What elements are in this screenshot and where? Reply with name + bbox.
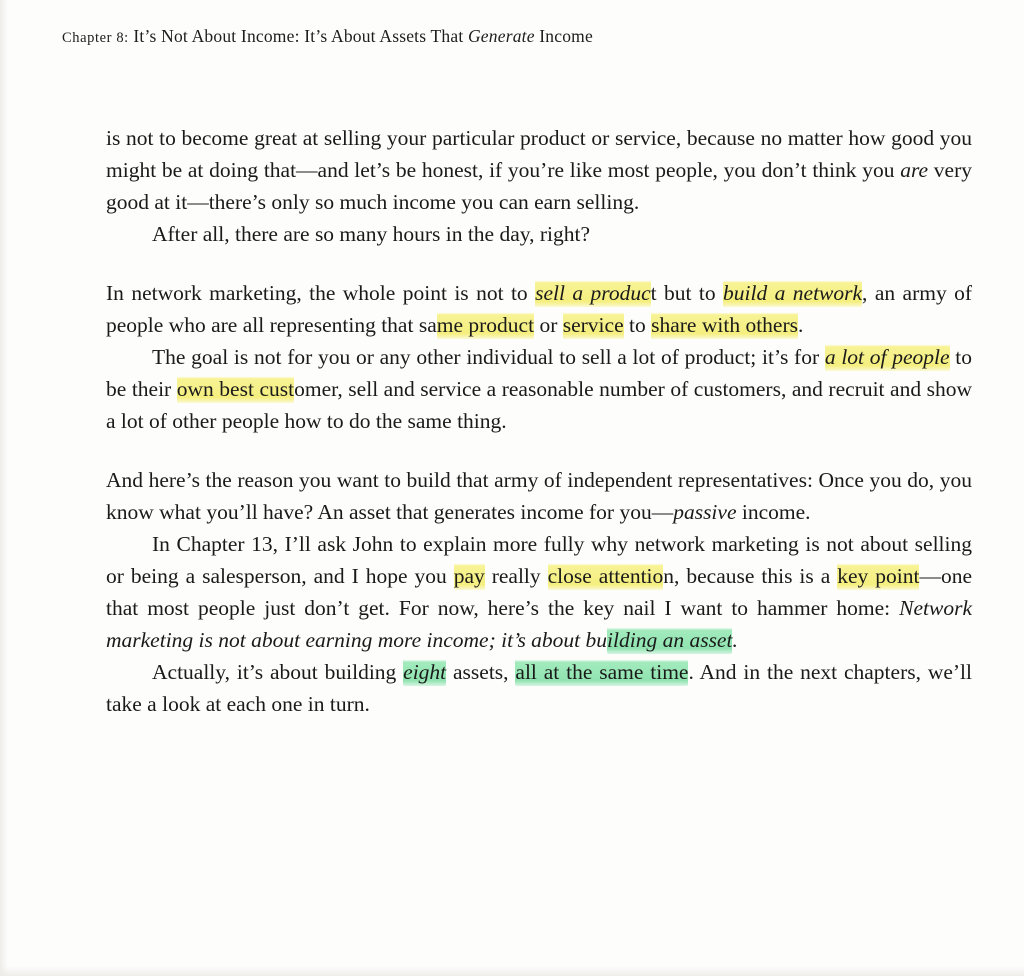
p3-hl-italic1: sell a produc xyxy=(535,281,651,305)
paragraph-4 xyxy=(106,341,972,437)
paragraph-3 xyxy=(106,277,972,341)
p3-seg3: , an army of people who are all representing that sa xyxy=(106,281,973,337)
highlight-building-an-asset xyxy=(607,627,732,654)
p7-hl-italic-green1: eight xyxy=(403,660,447,684)
running-head-chapter-label: Chapter 8: xyxy=(62,30,129,46)
highlight-me-product: me product xyxy=(436,313,535,337)
p6-seg3: n, because this is a xyxy=(663,564,838,588)
p5-seg1: And here’s the reason you want to build that army of independent representatives: Once you do, you know what you’ll have? An asset that generates income for you— xyxy=(106,468,972,524)
p4-seg3: omer, sell and service a reasonable number of customers, and recruit and show a lot of other people how to do the same thing. xyxy=(106,377,972,433)
p3-seg5: to xyxy=(623,313,652,337)
p4-hl-italic1: a lot of people xyxy=(824,345,950,369)
paragraph-2 xyxy=(106,218,972,250)
p2-text: After all, there are so many hours in the day, right? xyxy=(152,222,591,246)
body-text xyxy=(106,122,972,720)
running-head-title-part2: Income xyxy=(534,26,593,46)
p7-seg2: assets, xyxy=(446,660,516,684)
running-head xyxy=(62,26,593,47)
p6-seg2: really xyxy=(484,564,548,588)
scan-edge-left xyxy=(0,0,8,976)
p5-seg2: income. xyxy=(736,500,811,524)
highlight-close-attention: close attentio xyxy=(547,564,664,588)
highlight-service: service xyxy=(562,313,624,337)
highlight-pay: pay xyxy=(453,564,485,588)
p3-hl-italic2: build a network xyxy=(723,281,863,305)
highlight-build-a-network xyxy=(723,280,862,307)
paragraph-6 xyxy=(106,528,972,656)
highlight-own-best-customer: own best cust xyxy=(176,377,295,401)
p4-seg1: The goal is not for you or any other individual to sell a lot of product; it’s for xyxy=(152,345,825,369)
p6-seg1: In Chapter 13, I’ll ask John to explain more fully why network marketing is not about selling or being a salesperson, and I hope you xyxy=(106,532,972,588)
p1-seg1: is not to become great at selling your particular product or service, because no matter how good you might be at doing that—and let’s be honest, if you’re like most people, you don’t think you xyxy=(106,126,972,182)
p6-italic-period: . xyxy=(732,628,738,652)
paragraph-1 xyxy=(106,122,972,218)
highlight-share-with-others: share with others xyxy=(651,313,798,337)
p4-seg2: to be their xyxy=(106,345,972,401)
running-head-title-italic: Generate xyxy=(467,26,535,46)
p5-italic-passive: passive xyxy=(673,500,737,524)
p6-italic-quote: Network marketing is not about earning more income; it’s about bu xyxy=(106,596,972,652)
p1-seg2: very good at it—there’s only so much income you can earn selling. xyxy=(106,158,972,214)
highlight-all-at-the-same-time: all at the same time xyxy=(515,660,689,684)
p3-seg1: In network marketing, the whole point is not to xyxy=(106,281,536,305)
p3-seg4: or xyxy=(534,313,563,337)
p1-italic-are: are xyxy=(900,158,929,182)
highlight-eight xyxy=(403,659,446,686)
highlight-a-lot-of-people xyxy=(825,344,950,371)
p7-seg1: Actually, it’s about building xyxy=(152,660,404,684)
p3-seg6: . xyxy=(798,313,804,337)
p6-hl-italic-green: ilding an asset xyxy=(607,628,733,652)
p3-seg2: t but to xyxy=(650,281,724,305)
paragraph-5 xyxy=(106,464,972,528)
highlight-key-point: key point xyxy=(837,564,920,588)
paragraph-7 xyxy=(106,656,972,720)
p7-seg3: . And in the next chapters, we’ll take a look at each one in turn. xyxy=(106,660,972,716)
scan-edge-bottom xyxy=(0,966,1024,976)
highlight-sell-a-product xyxy=(535,280,651,307)
running-head-title-part1: It’s Not About Income: It’s About Assets That xyxy=(133,26,468,46)
p6-seg4: —one that most people just don’t get. For now, here’s the key nail I want to hammer home: xyxy=(106,564,972,620)
